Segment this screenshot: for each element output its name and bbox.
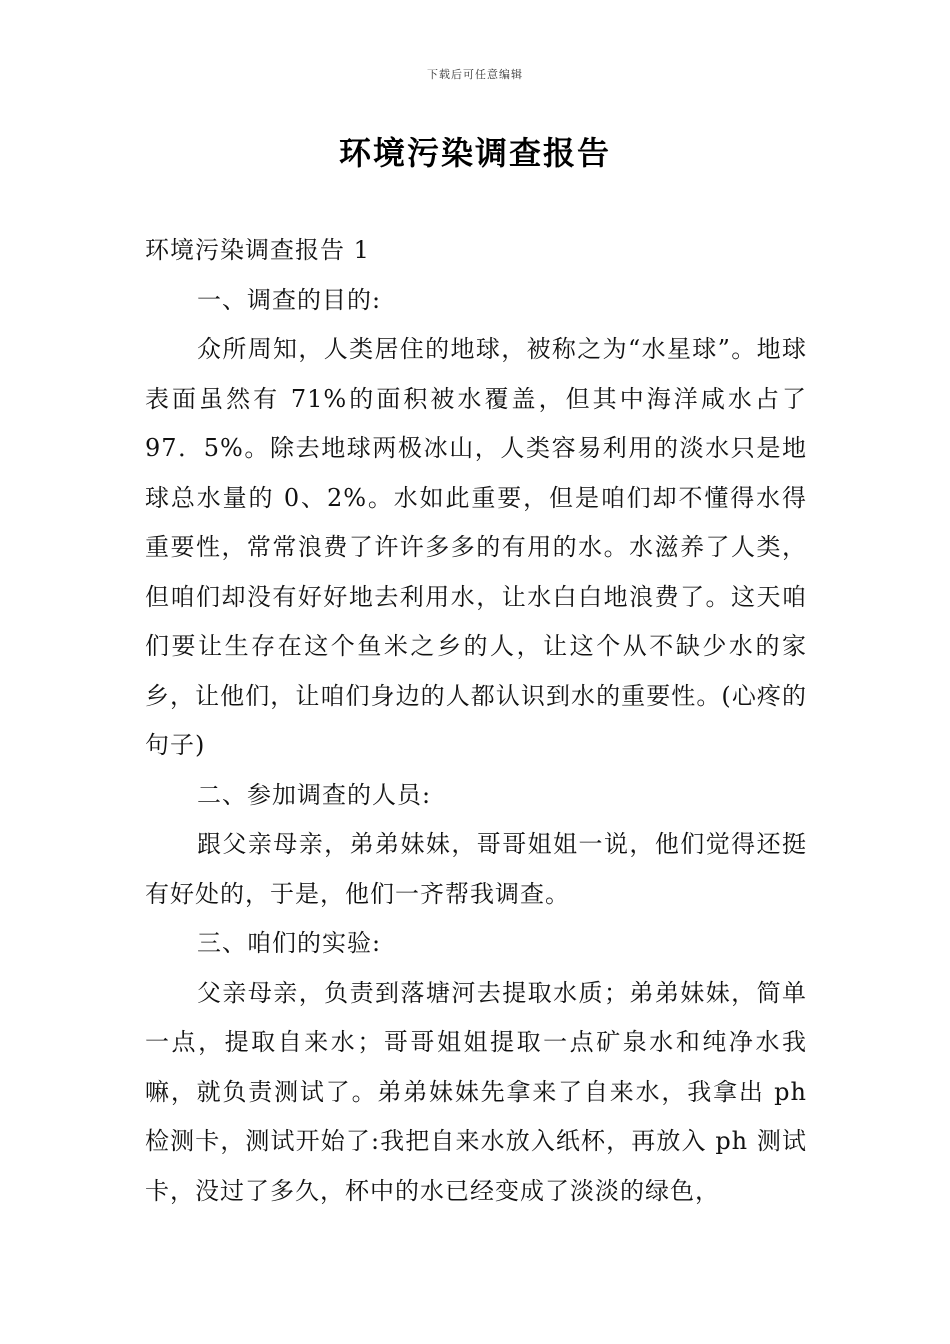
section-heading-participants: 二、参加调查的人员: bbox=[197, 780, 432, 809]
document-body bbox=[145, 226, 807, 1216]
paragraph-participants: 跟父亲母亲，弟弟妹妹，哥哥姐姐一说，他们觉得还挺有好处的，于是，他们一齐帮我调查。 bbox=[145, 830, 807, 908]
section-heading-experiment: 三、咱们的实验: bbox=[197, 929, 382, 957]
paragraph-experiment: 父亲母亲，负责到落塘河去提取水质；弟弟妹妹，简单一点，提取自来水；哥哥姐姐提取一点矿泉水和纯净水我嘛，就负责测试了。弟弟妹妹先拿来了自来水，我拿出 ph 检测卡，测试开始了:我把自来水放入纸杯，再放入 ph 测试卡，没过了多久，杯中的水已经变成了淡淡的绿色， bbox=[145, 978, 807, 1205]
page-header-note: 下载后可任意编辑 bbox=[427, 68, 523, 81]
section-heading-purpose: 一、调查的目的: bbox=[197, 285, 382, 314]
document-title: 环境污染调查报告 bbox=[338, 134, 611, 172]
report-subtitle: 环境污染调查报告 1 bbox=[145, 236, 370, 264]
paragraph-purpose: 众所周知，人类居住的地球，被称之为“水星球”。地球表面虽然有 71%的面积被水覆盖，但其中海洋咸水占了 97．5%。除去地球两极冰山，人类容易利用的淡水只是地球总水量的 0、2%。水如此重要，但是咱们却不懂得水得重要性，常常浪费了许许多多的有用的水。水滋养了人类，但咱们却没有好好地去利用水，让水白白地浪费了。这天咱们要让生存在这个鱼米之乡的人，让这个从不缺少水的家乡，让他们，让咱们身边的人都认识到水的重要性。(心疼的句子) bbox=[145, 335, 807, 759]
